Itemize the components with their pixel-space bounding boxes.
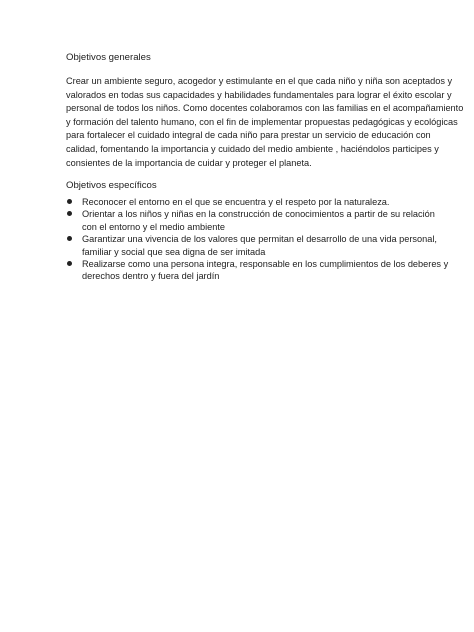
- list-item-line: familiar y social que sea digna de ser imitada: [82, 246, 266, 257]
- paragraph-line: para fortalecer el cuidado integral de cada niño para prestar un servicio de educación con: [66, 130, 431, 141]
- list-item-line: Realizarse como una persona integra, responsable en los cumplimientos de los deberes y: [82, 259, 449, 270]
- list-item: [66, 258, 448, 283]
- bullet-icon: [67, 261, 72, 266]
- paragraph-line: consientes de la importancia de cuidar y proteger el planeta.: [66, 157, 312, 168]
- bullet-icon: [67, 211, 72, 216]
- general-objectives-paragraph: [66, 75, 464, 170]
- paragraph-line: calidad, fomentando la importancia y cuidado del medio ambiente , haciéndolos participes y: [66, 143, 439, 154]
- paragraph-line: y formación del talento humano, con el fin de implementar propuestas pedagógicas y ecológicas: [66, 116, 458, 127]
- list-item: [66, 233, 448, 258]
- list-item-line: derechos dentro y fuera del jardín: [82, 271, 220, 282]
- bullet-icon: [67, 199, 72, 204]
- specific-objectives-list: [66, 196, 448, 283]
- specific-objectives-heading: Objetivos específicos: [66, 180, 157, 191]
- paragraph-line: valorados en todas sus capacidades y habilidades fundamentales para lograr el éxito escolar y: [66, 89, 452, 100]
- paragraph-line: personal de todos los niños. Como docentes colaboramos con las familias en el acompañamiento: [66, 103, 464, 114]
- list-item-line: Orientar a los niños y niñas en la construcción de conocimientos a partir de su relación: [82, 209, 435, 220]
- list-item-line: Reconocer el entorno en el que se encuentra y el respeto por la naturaleza.: [82, 197, 390, 207]
- list-item-line: Garantizar una vivencia de los valores que permitan el desarrollo de una vida personal,: [82, 234, 437, 245]
- paragraph-line: Crear un ambiente seguro, acogedor y estimulante en el que cada niño y niña son aceptados y: [66, 76, 453, 86]
- bullet-icon: [67, 236, 72, 241]
- list-item: [66, 196, 448, 208]
- general-objectives-heading: Objetivos generales: [66, 52, 151, 63]
- list-item: [66, 208, 448, 233]
- list-item-line: con el entorno y el medio ambiente: [82, 221, 226, 232]
